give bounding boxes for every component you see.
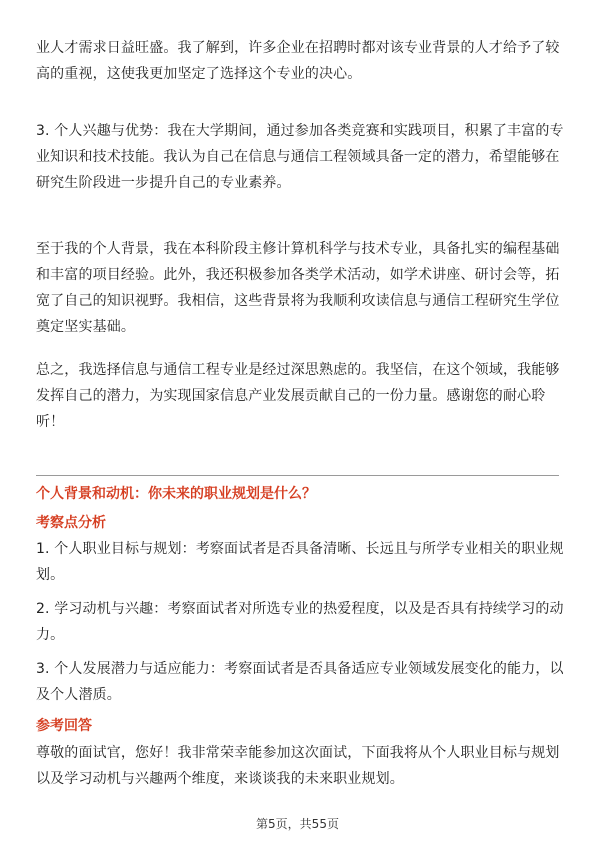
question-heading: 个人背景和动机：你未来的职业规划是什么？ — [36, 486, 316, 502]
reference-answer-heading: 参考回答 — [36, 718, 92, 734]
page-number-footer: 第5页，共55页 — [256, 817, 339, 831]
body-paragraph: 3. 个人兴趣与优势：我在大学期间，通过参加各类竞赛和实践项目，积累了丰富的专业知识和技术技能。我认为自己在信息与通信工程领域具备一定的潜力，希望能够在研究生阶段进一步提升自己的专业素养。 — [36, 123, 564, 191]
body-paragraph: 业人才需求日益旺盛。我了解到，许多企业在招聘时都对该专业背景的人才给予了较高的重视，这使我更加坚定了选择这个专业的决心。 — [36, 40, 560, 82]
reference-answer-text: 尊敬的面试官，您好！我非常荣幸能参加这次面试，下面我将从个人职业目标与规划以及学习动机与兴趣两个维度，来谈谈我的未来职业规划。 — [36, 745, 560, 787]
body-paragraph: 总之，我选择信息与通信工程专业是经过深思熟虑的。我坚信，在这个领域，我能够发挥自己的潜力，为实现国家信息产业发展贡献自己的一份力量。感谢您的耐心聆听！ — [36, 362, 560, 430]
body-paragraph: 至于我的个人背景，我在本科阶段主修计算机科学与技术专业，具备扎实的编程基础和丰富的项目经验。此外，我还积极参加各类学术活动，如学术讲座、研讨会等，拓宽了自己的知识视野。我相信，这些背景将为我顺利攻读信息与通信工程研究生学位奠定坚实基础。 — [36, 241, 560, 335]
analysis-heading: 考察点分析 — [36, 515, 106, 531]
section-divider — [36, 475, 559, 476]
analysis-item: 1. 个人职业目标与规划：考察面试者是否具备清晰、长远且与所学专业相关的职业规划。 — [36, 541, 564, 583]
analysis-item: 2. 学习动机与兴趣：考察面试者对所选专业的热爱程度，以及是否具有持续学习的动力。 — [36, 601, 564, 643]
analysis-item: 3. 个人发展潜力与适应能力：考察面试者是否具备适应专业领域发展变化的能力，以及个人潜质。 — [36, 661, 564, 703]
